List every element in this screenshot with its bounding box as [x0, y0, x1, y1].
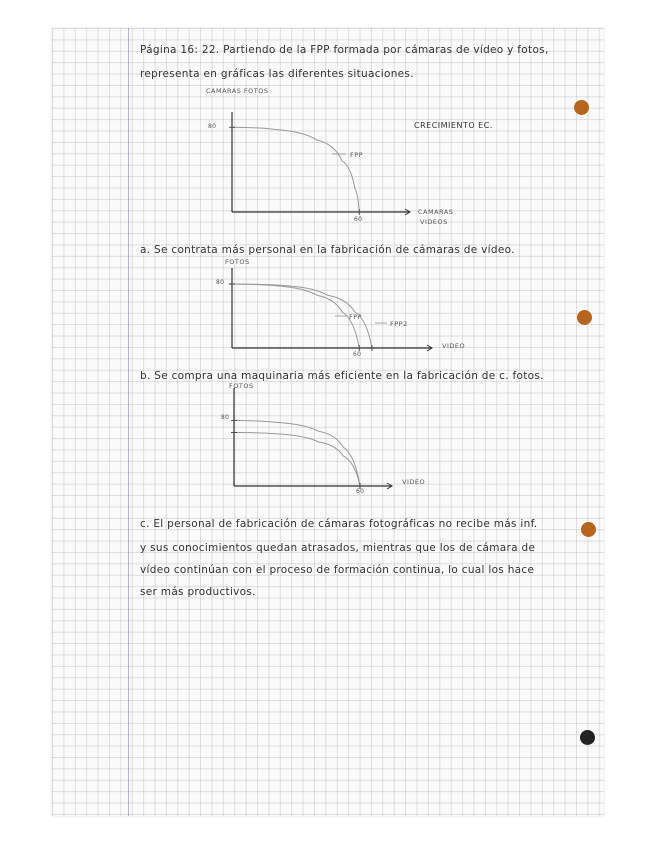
- item-a-text: a. Se contrata más personal en la fabricación de cámaras de vídeo.: [140, 244, 515, 256]
- graph1-series-1-curve: [232, 127, 359, 212]
- graph2-x-tick: 60: [353, 351, 362, 358]
- graph2-y-tick: 80: [216, 279, 225, 286]
- graph1-y-tick: 80: [208, 123, 217, 130]
- graph2-y-label: FOTOS: [225, 258, 250, 266]
- graph1-curve-label: FPP: [350, 151, 364, 159]
- graph1-y-label: CAMARAS FOTOS: [206, 87, 269, 95]
- graph2-curve-label-1: FPP: [349, 313, 363, 321]
- graph3-y-label: FOTOS: [229, 382, 254, 390]
- graph2-series-2-curve: [232, 284, 372, 348]
- item-c-line-3: vídeo continúan con el proceso de formación continua, lo cual los hace: [140, 564, 535, 576]
- graph1-note: CRECIMIENTO EC.: [414, 121, 493, 130]
- graph3-series-1-curve: [234, 432, 360, 486]
- graph1-x-label-2: VIDEOS: [420, 218, 448, 226]
- header-line-2: representa en gráficas las diferentes situaciones.: [140, 68, 414, 80]
- graph2-x-label: VIDEO: [442, 342, 466, 350]
- graph1-x-label-1: CAMARAS: [418, 208, 454, 216]
- graph3-x-label: VIDEO: [402, 478, 426, 486]
- header-line-1: Página 16: 22. Partiendo de la FPP formada por cámaras de vídeo y fotos,: [140, 44, 549, 56]
- item-c-line-2: y sus conocimientos quedan atrasados, mientras que los de cámara de: [140, 542, 536, 554]
- item-c-line-1: c. El personal de fabricación de cámaras fotográficas no recibe más inf.: [140, 518, 538, 530]
- item-b-text: b. Se compra una maquinaria más eficiente en la fabricación de c. fotos.: [140, 370, 544, 382]
- graph3-y-tick: 80: [221, 414, 230, 421]
- item-c-line-4: ser más productivos.: [140, 586, 256, 598]
- graph2-curve-label-2: FPP2: [390, 320, 408, 328]
- graph3-x-tick: 60: [356, 488, 365, 495]
- graph1-x-tick: 60: [354, 216, 363, 223]
